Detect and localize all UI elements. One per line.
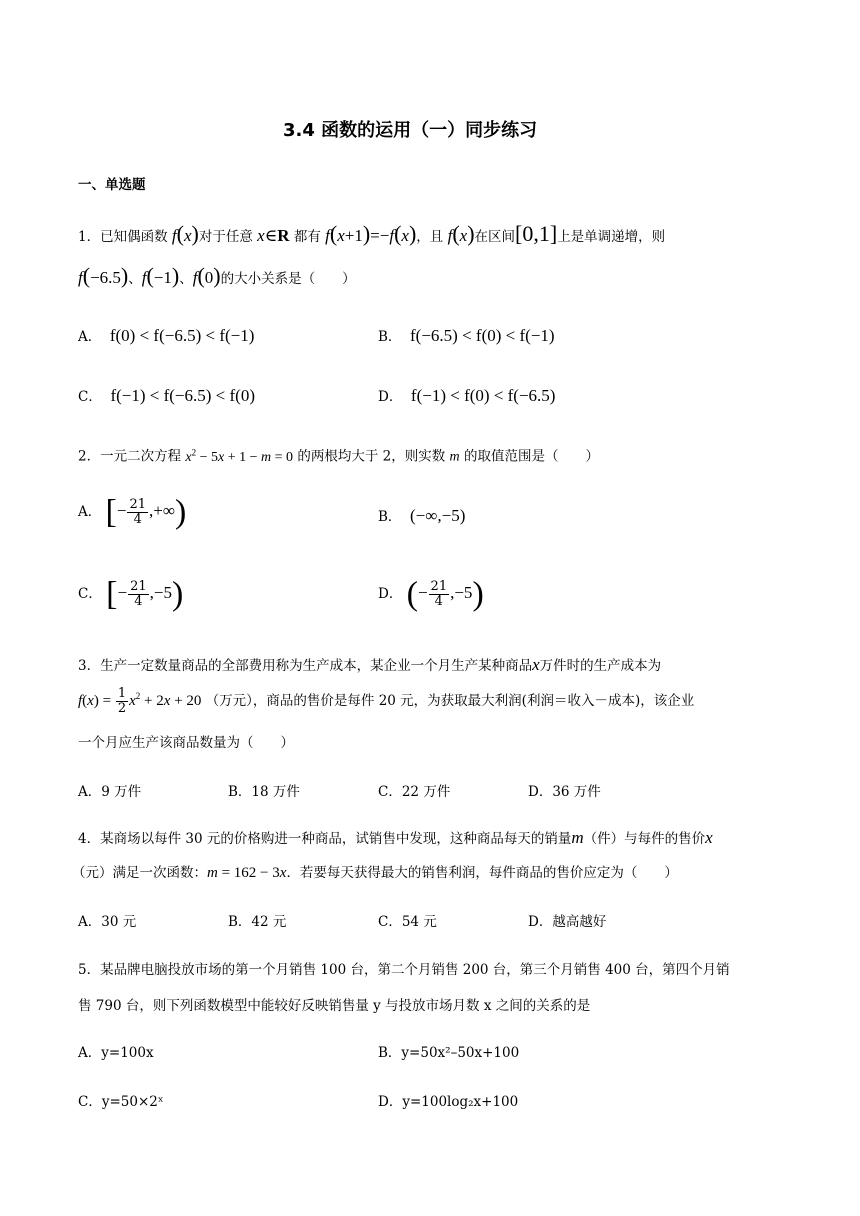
option-text: 36 万件 (552, 784, 601, 800)
option-text: y=50x²–50x+100 (401, 1045, 520, 1061)
bracket: [ (106, 575, 118, 613)
bracket: ) (174, 493, 187, 531)
q2-text-3: 的取值范围是（ ） (463, 448, 599, 465)
var-x: x (705, 828, 713, 847)
question-3-line-1 (78, 655, 661, 676)
option-text: 越高越好 (552, 914, 607, 930)
upper-bound: ,−5 (149, 583, 172, 602)
func-f: f (447, 226, 453, 245)
linear-function: m = 162 − 3x (207, 865, 287, 881)
option-label: A． (78, 504, 102, 520)
page-title: 3.4 函数的运用（一）同步练习 (283, 120, 538, 141)
q5-option-c[interactable] (78, 1092, 164, 1112)
option-label: B． (378, 329, 402, 345)
var-x: x (459, 226, 468, 245)
var-x: x (401, 226, 409, 245)
option-text: 42 元 (251, 914, 287, 930)
var-x: x (257, 226, 265, 245)
paren: ) (362, 221, 371, 246)
question-2-line-1 (78, 442, 599, 468)
denominator: 2 (117, 701, 127, 716)
option-text: 54 元 (401, 914, 437, 930)
option-expr: f(−6.5) < f(0) < f(−1) (410, 326, 555, 345)
q5-option-a[interactable] (78, 1043, 154, 1063)
q3-option-a[interactable] (78, 782, 141, 802)
func-f: f (389, 226, 395, 245)
question-4-line-1 (78, 828, 713, 849)
option-text: y=100log₂x+100 (402, 1094, 519, 1110)
q1-text-3: 都有 (293, 229, 321, 245)
upper-bound: ,−5 (450, 583, 473, 602)
q2-option-c[interactable] (78, 575, 184, 613)
q1-text-1: 已知偶函数 (100, 229, 168, 245)
question-4-line-2 (72, 863, 678, 883)
in-symbol: ∈ (264, 226, 278, 245)
paren: ) (171, 263, 180, 288)
option-label: A． (78, 329, 102, 345)
q2-option-a[interactable] (78, 493, 187, 531)
upper-bound: ,+∞ (149, 501, 175, 520)
paren: ) (191, 221, 199, 246)
paren: ) (408, 221, 417, 246)
section-heading: 一、单选题 (78, 177, 146, 193)
q1-text-2: 对于任意 (198, 229, 253, 245)
option-label: C． (378, 784, 402, 800)
cost-function-rest: $x^2 + 2x + 20$ (129, 691, 202, 709)
q1-text-7: 的大小关系是（ ） (220, 271, 356, 287)
q2-text-2: 的两根均大于 2，则实数 (297, 448, 446, 465)
question-number: 5． (78, 962, 101, 978)
option-text: 18 万件 (251, 784, 300, 800)
paren: ( (82, 263, 91, 288)
plus-one: +1 (344, 226, 363, 245)
q4-option-c[interactable] (378, 912, 437, 932)
question-number: 3． (78, 658, 101, 674)
var-x: x (183, 226, 192, 245)
q1-option-d[interactable] (378, 386, 555, 407)
q4-text-2a: （元）满足一次函数： (72, 865, 207, 881)
option-label: A． (78, 914, 102, 930)
q5-option-d[interactable] (378, 1092, 518, 1112)
q5-option-b[interactable] (378, 1043, 519, 1063)
value: −6.5 (90, 268, 121, 287)
question-3-line-2 (78, 686, 694, 716)
fraction (127, 498, 148, 527)
minus-sign: − (116, 501, 127, 520)
option-label: A． (78, 1045, 102, 1061)
paren: ( (394, 221, 402, 246)
question-1-line-2 (78, 263, 356, 289)
reals-symbol: R (277, 226, 290, 245)
var-x: x (532, 655, 540, 674)
numerator: 1 (117, 686, 127, 701)
value: −1 (153, 268, 172, 287)
func-f: f (325, 226, 330, 245)
q4-option-b[interactable] (228, 912, 286, 932)
option-label: C． (78, 389, 102, 405)
option-text: y=100x (101, 1045, 154, 1061)
paren: ( (329, 221, 338, 246)
option-label: C． (378, 914, 402, 930)
option-label: B． (378, 1045, 402, 1061)
paren: ) (467, 221, 475, 246)
minus-sign: − (117, 583, 128, 602)
var-m: m (449, 449, 460, 465)
question-number: 1． (78, 229, 101, 245)
paren: ( (146, 263, 154, 288)
bracket: ( (406, 575, 418, 613)
option-label: D． (378, 389, 403, 405)
equation: $x^2 - 5x + 1 - m = 0$ (185, 447, 294, 465)
q3-text-1: 生产一定数量商品的全部费用称为生产成本，某企业一个月生产某种商品 (100, 658, 533, 674)
q3-option-c[interactable] (378, 782, 450, 802)
fraction (116, 687, 128, 716)
numerator: 21 (430, 579, 448, 594)
func-f: f (141, 268, 147, 287)
paren: ( (176, 221, 184, 246)
q5-text-1: 某品牌电脑投放市场的第一个月销售 100 台，第二个月销售 200 台，第三个月销售 400 台，第四个月销 (100, 962, 730, 978)
value: 0 (204, 268, 214, 287)
q2-option-d[interactable] (378, 575, 484, 613)
bracket: ) (472, 575, 484, 613)
separator: 、 (179, 271, 193, 287)
option-label: B． (378, 509, 402, 525)
denominator: 4 (434, 594, 443, 609)
paren: ( (452, 221, 460, 246)
q3-option-d[interactable] (528, 782, 601, 802)
option-label: A． (78, 784, 102, 800)
option-label: D． (528, 784, 553, 800)
q4-text-2b: ．若要每天获得最大的销售利润，每件商品的售价应定为（ ） (286, 865, 678, 881)
option-text: y=50×2ˣ (101, 1094, 164, 1110)
option-expr: f(0) < f(−6.5) < f(−1) (109, 326, 255, 345)
option-label: D． (378, 1094, 403, 1110)
q1-option-a[interactable] (78, 326, 254, 347)
paren: ) (213, 263, 221, 288)
option-label: B． (228, 784, 252, 800)
q2-option-b[interactable] (378, 506, 465, 527)
fraction (429, 580, 450, 609)
var-m: m (571, 828, 584, 847)
option-expr: (−∞,−5) (410, 506, 466, 525)
option-text: 9 万件 (101, 784, 142, 800)
q1-text-4: ，且 (416, 229, 444, 245)
paren: ) (120, 263, 129, 288)
option-expr: f(−1) < f(−6.5) < f(0) (110, 386, 255, 405)
q1-option-b[interactable] (378, 326, 555, 347)
q1-option-c[interactable] (78, 386, 255, 407)
q3-text-2: （万元），商品的售价是每件 20 元，为获取最大利润(利润＝收入－成本)，该企业 (205, 693, 695, 709)
minus-sign: − (417, 583, 428, 602)
option-label: D． (378, 586, 403, 602)
fraction (128, 580, 149, 609)
denominator: 4 (134, 594, 143, 609)
question-number: 2． (78, 448, 101, 465)
interval-0-1: [0,1] (515, 221, 558, 246)
option-label: C． (78, 1094, 102, 1110)
q1-text-6: 上是单调递增，则 (557, 229, 666, 245)
paren: ( (197, 263, 205, 288)
q1-fx: f (171, 226, 177, 245)
question-1-line-1 (78, 221, 666, 247)
q4-option-a[interactable] (78, 912, 136, 932)
q1-text-5: 在区间 (474, 229, 516, 245)
q4-text-1b: （件）与每件的售价 (583, 831, 706, 847)
option-expr: f(−1) < f(0) < f(−6.5) (410, 386, 556, 405)
option-text: 30 元 (101, 914, 137, 930)
separator: 、 (128, 271, 142, 287)
denominator: 4 (133, 512, 142, 527)
q4-option-d[interactable] (528, 912, 606, 932)
func-f: f (78, 268, 83, 287)
option-text: 22 万件 (401, 784, 451, 800)
q3-text-1b: 万件时的生产成本为 (539, 658, 662, 674)
option-label: D． (528, 914, 553, 930)
question-5-line-2: 售 790 台，则下列函数模型中能较好反映销售量 y 与投放市场月数 x 之间的关系的是 (78, 998, 591, 1014)
option-label: B． (228, 914, 252, 930)
equals-minus: =− (370, 226, 390, 245)
q3-option-b[interactable] (228, 782, 300, 802)
bracket: ) (171, 575, 184, 613)
question-3-line-3: 一个月应生产该商品数量为（ ） (78, 735, 294, 751)
question-5-line-1 (78, 960, 730, 980)
q4-text-1: 某商场以每件 30 元的价格购进一种商品，试销售中发现，这种商品每天的销量 (100, 831, 572, 847)
numerator: 21 (130, 579, 147, 594)
q2-text-1: 一元二次方程 (100, 448, 182, 465)
func-f: f (192, 268, 198, 287)
question-number: 4． (78, 831, 101, 847)
var-x: x (337, 226, 345, 245)
option-label: C． (78, 586, 102, 602)
bracket: [ (105, 493, 117, 531)
numerator: 21 (129, 497, 147, 512)
cost-function: f(x) = (78, 693, 115, 709)
